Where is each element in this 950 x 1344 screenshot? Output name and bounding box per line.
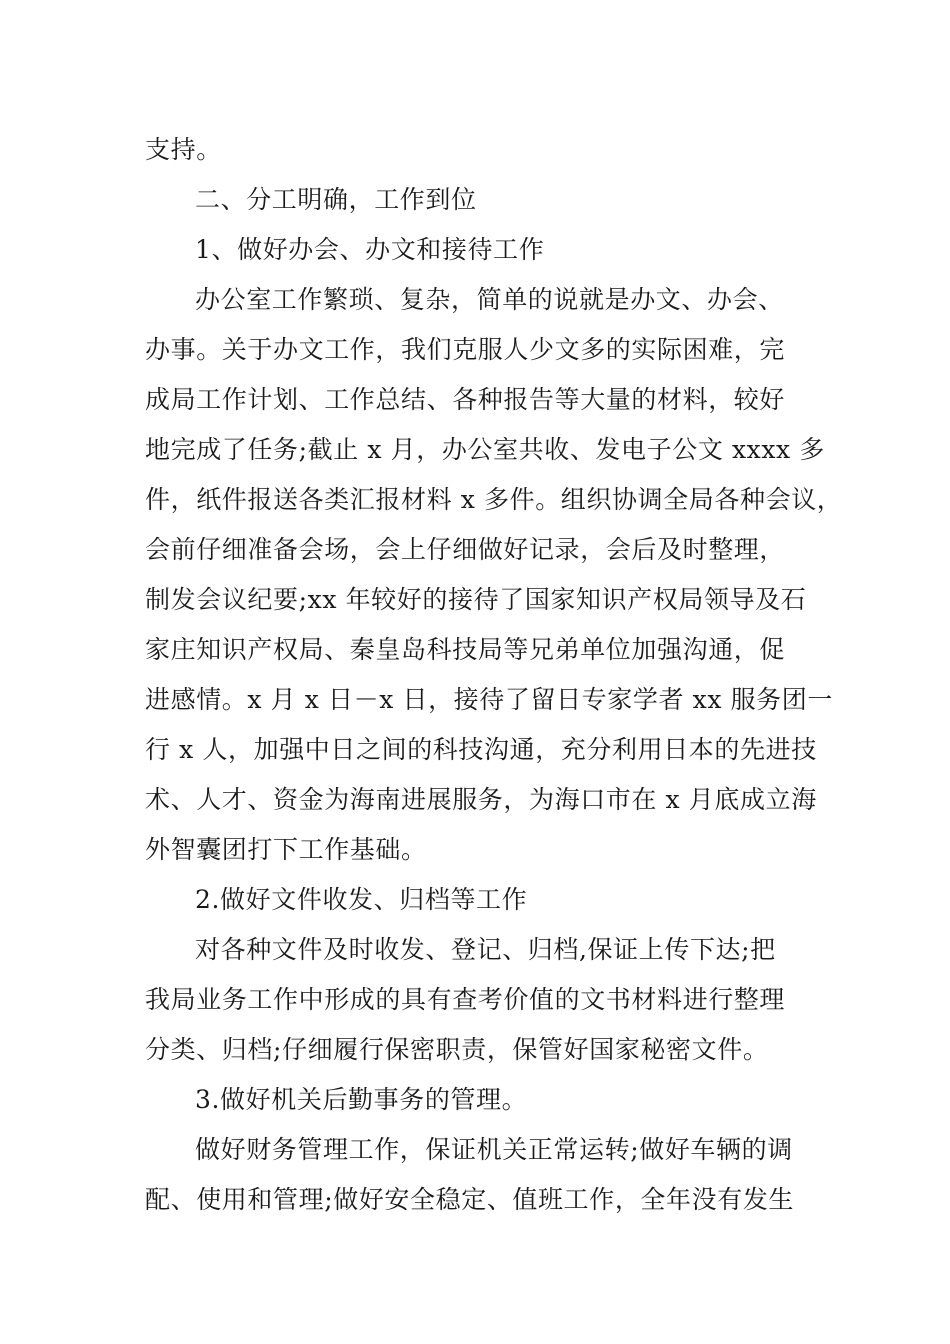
paragraph-line: 制发会议纪要;xx 年较好的接待了国家知识产权局领导及石 <box>145 585 807 614</box>
paragraph-line: 外智囊团打下工作基础。 <box>145 835 427 864</box>
paragraph-line: 配、使用和管理;做好安全稳定、值班工作，全年没有发生 <box>145 1185 795 1214</box>
paragraph-line: 件，纸件报送各类汇报材料 x 多件。组织协调全局各种会议， <box>145 485 843 514</box>
paragraph-line: 会前仔细准备会场，会上仔细做好记录，会后及时整理， <box>145 535 786 564</box>
paragraph-line: 行 x 人，加强中日之间的科技沟通，充分利用日本的先进技 <box>145 735 817 764</box>
subsection-heading: 2.做好文件收发、归档等工作 <box>195 885 528 914</box>
paragraph-line: 我局业务工作中形成的具有查考价值的文书材料进行整理 <box>145 985 786 1014</box>
paragraph-line: 术、人才、资金为海南进展服务，为海口市在 x 月底成立海 <box>145 785 817 814</box>
subsection-heading: 3.做好机关后勤事务的管理。 <box>195 1085 528 1114</box>
text-line-continuation: 支持。 <box>145 135 222 164</box>
paragraph-line: 地完成了任务;截止 x 月，办公室共收、发电子公文 xxxx 多 <box>145 435 825 464</box>
subsection-heading: 1、做好办会、办文和接待工作 <box>195 235 545 264</box>
paragraph-line: 分类、归档;仔细履行保密职责，保管好国家秘密文件。 <box>145 1035 769 1064</box>
paragraph-line: 进感情。x 月 x 日－x 日，接待了留日专家学者 xx 服务团一 <box>145 685 833 714</box>
section-heading: 二、分工明确，工作到位 <box>195 185 477 214</box>
paragraph-line: 对各种文件及时收发、登记、归档,保证上传下达;把 <box>195 935 776 964</box>
paragraph-line: 办公室工作繁琐、复杂，简单的说就是办文、办会、 <box>195 285 784 314</box>
paragraph-line: 办事。关于办文工作，我们克服人少文多的实际困难，完 <box>145 335 786 364</box>
paragraph-line: 做好财务管理工作，保证机关正常运转;做好车辆的调 <box>195 1135 793 1164</box>
paragraph-line: 成局工作计划、工作总结、各种报告等大量的材料，较好 <box>145 385 786 414</box>
paragraph-line: 家庄知识产权局、秦皇岛科技局等兄弟单位加强沟通，促 <box>145 635 786 664</box>
